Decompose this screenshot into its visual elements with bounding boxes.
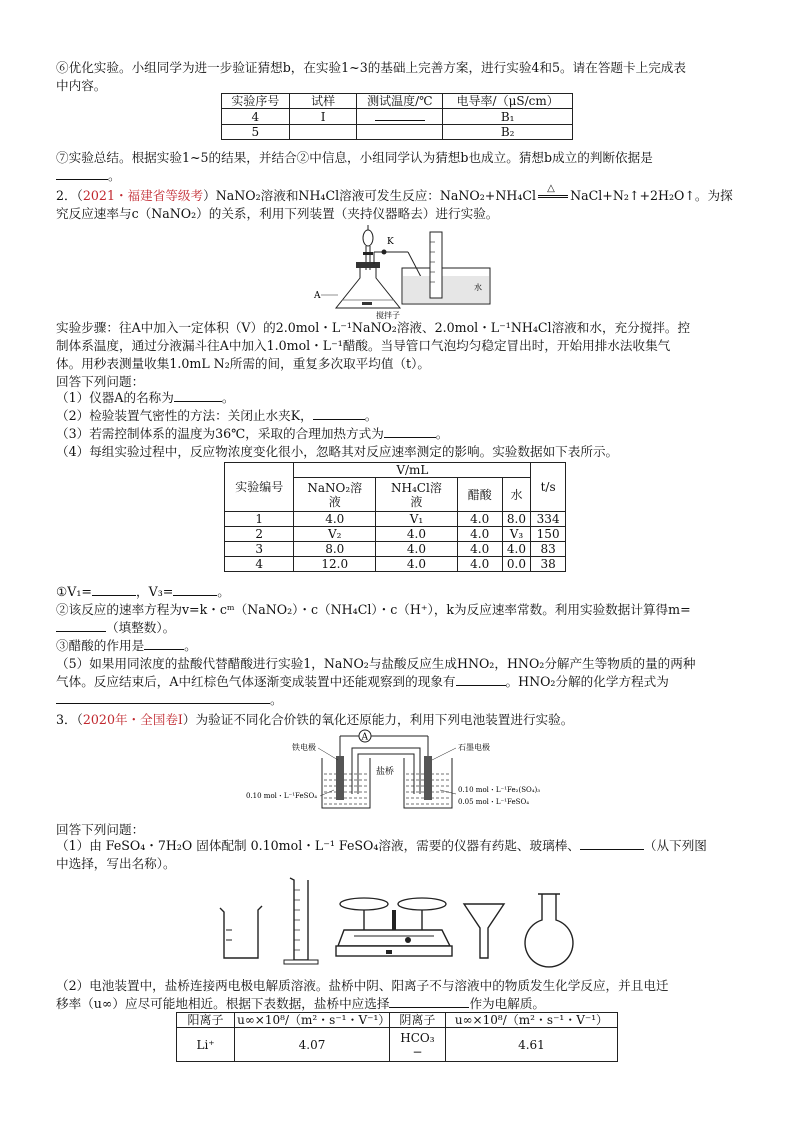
label-stirrer: 搅拌子 bbox=[376, 311, 400, 320]
table2-cell: 4.0 bbox=[457, 527, 502, 542]
table1-answer-blank[interactable] bbox=[289, 125, 357, 140]
galvanic-cell-figure bbox=[244, 728, 550, 812]
q2-step-line3: 体。用秒表测量收集1.0mL N₂所需的间，重复多次取平均值（t）。 bbox=[56, 356, 431, 371]
table1-answer-blank[interactable] bbox=[357, 109, 443, 125]
q3-sub1-line2: 中选择，写出名称）。 bbox=[56, 856, 176, 871]
iron-electrode-label: 铁电极 bbox=[292, 743, 316, 752]
q2-sub2: （2）检验装置气密性的方法：关闭止水夹K， 。 bbox=[56, 408, 378, 423]
table2-cell: 3 bbox=[225, 542, 294, 557]
table3-header: u∞×10⁸/（m²・s⁻¹・V⁻¹） bbox=[235, 1013, 390, 1028]
lab-equipment-figure bbox=[214, 874, 594, 966]
table2-cell: 8.0 bbox=[294, 542, 376, 557]
table2-cell: 4.0 bbox=[294, 512, 376, 527]
q2-step-line2: 制体系温度，通过分液漏斗往A中加入1.0mol・L⁻¹醋酸。当导管口气泡均匀稳定冒出时，开始用排水法收集气 bbox=[56, 338, 671, 353]
q2-answer-3: ③醋酸的作用是 。 bbox=[56, 638, 197, 653]
graduated-cylinder-icon bbox=[284, 878, 318, 964]
q3-sub1-line1: （1）由 FeSO₄・7H₂O 固体配制 0.10mol・L⁻¹ FeSO₄溶液，需要的仪器有药匙、玻璃棒、 （从下列图 bbox=[56, 838, 707, 853]
q2-answer-1: ①V₁= ，V₃= 。 bbox=[56, 584, 230, 599]
q3-source: 2020年・全国卷Ⅰ bbox=[82, 712, 183, 727]
q2-intro-line1: 2．（2021・福建省等级考）NaNO₂溶液和NH₄Cl溶液可发生反应：NaNO₂+NH₄Cl △ NaCl+N₂↑+2H₂O↑。为探 bbox=[56, 183, 733, 203]
q-part6-line2: 中内容。 bbox=[56, 78, 107, 93]
table1-header: 试样 bbox=[289, 94, 357, 109]
beaker-icon bbox=[220, 906, 262, 958]
table1-cell: Ⅰ bbox=[289, 109, 357, 125]
table3-header: 阴离子 bbox=[389, 1013, 445, 1028]
answer-blank[interactable] bbox=[56, 620, 106, 632]
table2-cell: 4.0 bbox=[502, 542, 531, 557]
table2-cell: 4.0 bbox=[457, 557, 502, 572]
table-rate-data bbox=[224, 462, 566, 572]
table2-cell: 4 bbox=[225, 557, 294, 572]
q3-answer-intro: 回答下列问题： bbox=[56, 822, 145, 837]
table2-cell: 334 bbox=[531, 512, 566, 527]
ammeter-label: A bbox=[361, 732, 368, 743]
reaction-arrow-heat: △ bbox=[536, 188, 570, 204]
q2-answer-2b: （填整数）。 bbox=[56, 620, 740, 636]
answer-blank[interactable] bbox=[56, 692, 270, 704]
table2-cell: 8.0 bbox=[502, 512, 531, 527]
table2-cell: 4.0 bbox=[457, 512, 502, 527]
balance-scale-icon bbox=[336, 898, 452, 956]
table2-header-water: 水 bbox=[502, 478, 531, 512]
q3-intro: 3．（2020年・全国卷Ⅰ）为验证不同化合价铁的氧化还原能力，利用下列电池装置进行实验。 bbox=[56, 712, 574, 727]
table2-cell: 4.0 bbox=[457, 542, 502, 557]
label-k: K bbox=[387, 237, 394, 247]
q2-sub4: （4）每组实验过程中，反应物浓度变化很小，忽略其对反应速率测定的影响。实验数据如下表所示。 bbox=[56, 444, 619, 459]
q-part7-line2: 。 bbox=[56, 168, 740, 184]
q2-sub5-line1: （5）如果用同浓度的盐酸代替醋酸进行实验1，NaNO₂与盐酸反应生成HNO₂，HNO₂分解产生等物质的量的两种 bbox=[56, 656, 696, 671]
table-ion-mobility bbox=[176, 1012, 618, 1062]
table2-cell: 4.0 bbox=[376, 527, 458, 542]
table1-header: 测试温度/℃ bbox=[357, 94, 443, 109]
table2-cell: 4.0 bbox=[376, 542, 458, 557]
table3-anion-value: 4.61 bbox=[445, 1028, 617, 1062]
table2-header-acid: 醋酸 bbox=[457, 478, 502, 512]
graphite-electrode-label: 石墨电极 bbox=[458, 743, 490, 752]
table3-header: u∞×10⁸/（m²・s⁻¹・V⁻¹） bbox=[445, 1013, 617, 1028]
answer-blank[interactable] bbox=[313, 408, 365, 420]
table2-header-volume: V/mL bbox=[294, 463, 531, 478]
table2-header-exp: 实验编号 bbox=[225, 463, 294, 512]
right-solution-label-1: 0.10 mol・L⁻¹Fe₂(SO₄)₃ bbox=[458, 786, 541, 794]
table2-cell: V₁ bbox=[376, 512, 458, 527]
table2-cell: 12.0 bbox=[294, 557, 376, 572]
table2-header-nano2: NaNO₂溶 液 bbox=[294, 478, 376, 512]
table2-cell: 1 bbox=[225, 512, 294, 527]
funnel-icon bbox=[464, 904, 504, 958]
answer-blank[interactable] bbox=[456, 674, 506, 686]
q3-sub2-line2: 移率（u∞）应尽可能地相近。根据下表数据，盐桥中应选择 作为电解质。 bbox=[56, 996, 546, 1011]
answer-blank[interactable] bbox=[144, 638, 184, 650]
answer-blank[interactable] bbox=[580, 838, 644, 850]
label-a: A bbox=[314, 291, 321, 301]
q2-step-line1: 实验步骤：往A中加入一定体积（V）的2.0mol・L⁻¹NaNO₂溶液、2.0mol・L⁻¹NH₄Cl溶液和水，充分搅拌。控 bbox=[56, 320, 691, 335]
table2-header-time: t/s bbox=[531, 463, 566, 512]
table2-cell: V₃ bbox=[502, 527, 531, 542]
table2-cell: 2 bbox=[225, 527, 294, 542]
table2-cell: 38 bbox=[531, 557, 566, 572]
answer-blank[interactable] bbox=[389, 996, 469, 1008]
q3-sub2-line1: （2）电池装置中，盐桥连接两电极电解质溶液。盐桥中阴、阳离子不与溶液中的物质发生化学反应，并且电迁 bbox=[56, 978, 669, 993]
table-experiment-4-5 bbox=[221, 93, 573, 140]
answer-blank[interactable] bbox=[384, 426, 436, 438]
answer-blank[interactable] bbox=[56, 168, 108, 180]
q2-answer-2: ②该反应的速率方程为v=k・cᵐ（NaNO₂）・c（NH₄Cl）・c（H⁺），k为反应速率常数。利用实验数据计算得m= bbox=[56, 602, 691, 617]
q2-answer-intro: 回答下列问题： bbox=[56, 374, 145, 389]
answer-blank[interactable] bbox=[174, 390, 222, 402]
left-solution-label: 0.10 mol・L⁻¹FeSO₄ bbox=[246, 792, 318, 800]
table1-cell: 5 bbox=[222, 125, 290, 140]
table3-anion: HCO₃ − bbox=[389, 1028, 445, 1062]
table2-cell: V₂ bbox=[294, 527, 376, 542]
right-solution-label-2: 0.05 mol・L⁻¹FeSO₄ bbox=[458, 798, 530, 806]
table1-answer-blank[interactable] bbox=[357, 125, 443, 140]
answer-blank[interactable] bbox=[173, 584, 217, 596]
table2-cell: 0.0 bbox=[502, 557, 531, 572]
table3-cation-value: 4.07 bbox=[235, 1028, 390, 1062]
q2-sub5-line3: 。 bbox=[56, 692, 740, 708]
table1-cell: B₂ bbox=[443, 125, 573, 140]
table2-cell: 4.0 bbox=[376, 557, 458, 572]
q2-sub5-line2: 气体。反应结束后，A中红棕色气体逐渐变成装置中还能观察到的现象有 。HNO₂分解的化学方程式为 bbox=[56, 674, 669, 689]
label-water: 水 bbox=[474, 283, 482, 292]
q2-sub3: （3）若需控制体系的温度为36℃，采取的合理加热方式为 。 bbox=[56, 426, 449, 441]
table1-header: 电导率/（μS/cm） bbox=[443, 94, 573, 109]
table3-cation: Li⁺ bbox=[177, 1028, 235, 1062]
table2-header-nh4cl: NH₄Cl溶 液 bbox=[376, 478, 458, 512]
q2-intro-line2: 究反应速率与c（NaNO₂）的关系，利用下列装置（夹持仪器略去）进行实验。 bbox=[56, 206, 499, 221]
table1-cell: 4 bbox=[222, 109, 290, 125]
reaction-apparatus-figure bbox=[308, 222, 494, 320]
table2-cell: 83 bbox=[531, 542, 566, 557]
salt-bridge-label: 盐桥 bbox=[376, 767, 395, 777]
q-part7-line1: ⑦实验总结。根据实验1~5的结果，并结合②中信息，小组同学认为猜想b也成立。猜想b成立的判断依据是 bbox=[56, 150, 653, 165]
q2-sub1: （1）仪器A的名称为 。 bbox=[56, 390, 235, 405]
table1-cell: B₁ bbox=[443, 109, 573, 125]
table2-cell: 150 bbox=[531, 527, 566, 542]
table1-header: 实验序号 bbox=[222, 94, 290, 109]
table3-header: 阳离子 bbox=[177, 1013, 235, 1028]
round-bottom-flask-icon bbox=[525, 894, 573, 967]
q-part6-line1: ⑥优化实验。小组同学为进一步验证猜想b，在实验1~3的基础上完善方案，进行实验4和5。请在答题卡上完成表 bbox=[56, 60, 686, 75]
q2-source: 2021・福建省等级考 bbox=[82, 188, 204, 203]
answer-blank[interactable] bbox=[92, 584, 136, 596]
